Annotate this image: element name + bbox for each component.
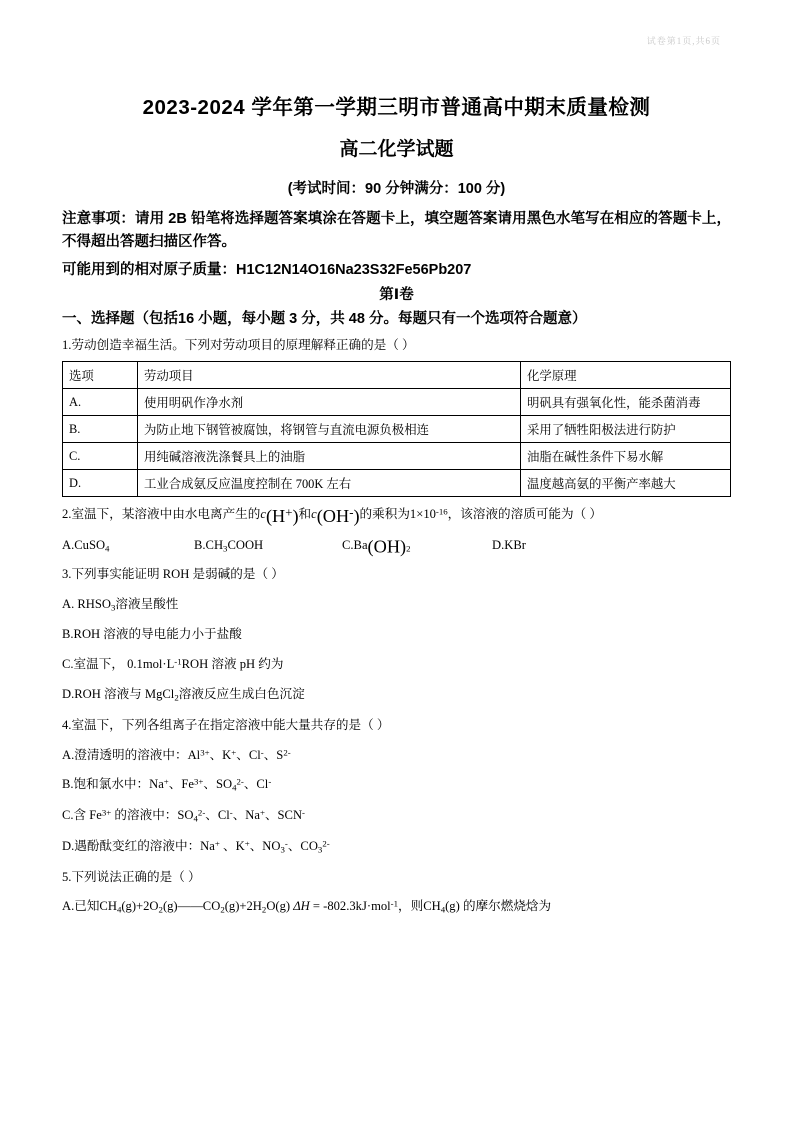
- q2-option-b: $B.CH_3COOH$: [194, 538, 264, 554]
- question-1-stem: 1.劳动创造幸福生活。下列对劳动项目的原理解释正确的是（ ）: [62, 338, 415, 353]
- q2-option-d: D.KBr: [492, 538, 526, 553]
- q3-option-a: A. $RHSO_3$溶液呈酸性: [62, 596, 179, 612]
- question-3-stem: 3.下列事实能证明 ROH 是弱碱的是（ ）: [62, 566, 284, 581]
- table-row: [63, 389, 731, 416]
- page-corner-mark: 试卷第1页,共6页: [646, 36, 721, 46]
- q2-and: 和: [298, 507, 312, 522]
- q2-text-part3: ，该溶液的溶质可能为（ ）: [447, 507, 602, 522]
- q4-option-c: C.含 $Fe^{3+}$ 的溶液中：$SO_4^{2-}$、Cl-、Na+、SCN-: [62, 807, 305, 824]
- q4-option-d: D.遇酚酞变红的溶液中：Na+ 、K+、$NO_3^-$、$CO_3^{2-}$: [62, 838, 330, 855]
- q5-option-a: A.已知$CH_4(g)+2O_2(g)——CO_2(g)+2H_2O(g) \Delta H = -802.3kJ\cdot mol^{-1}$，则$CH_4(g)$ 的摩尔燃烧焓为: [62, 898, 552, 915]
- q2-ion-2: (OH-): [316, 505, 360, 526]
- table-row: [63, 416, 731, 443]
- question-2-options: [62, 536, 731, 557]
- atomic-mass-line: 可能用到的相对原子质量：H1C12N14O16Na23S32Fe56Pb207: [62, 262, 472, 279]
- section-heading-choice: 一、选择题（包括16 小题，每小题 3 分，共 48 分。每题只有一个选项符合题意）: [62, 311, 587, 328]
- question-4-stem: 4.室温下，下列各组离子在指定溶液中能大量共存的是（ ）: [62, 717, 390, 732]
- table-header-item: 劳动项目: [138, 362, 521, 389]
- table-row: [63, 443, 731, 470]
- page-subtitle: 高二化学试题: [339, 139, 454, 160]
- exam-info: (考试时间：90 分钟满分：100 分): [287, 181, 506, 197]
- exam-notice: 注意事项：请用 2B 铅笔将选择题答案填涂在答题卡上，填空题答案请用黑色水笔写在相应的答题卡上，不得超出答题扫描区作答。: [62, 211, 731, 251]
- row-c-item: 用纯碱溶液洗涤餐具上的油脂: [138, 443, 521, 470]
- row-d-option: D.: [63, 470, 138, 497]
- q3-option-d: D.ROH 溶液与 MgCl$_2$溶液反应生成白色沉淀: [62, 686, 305, 703]
- row-b-option: B.: [63, 416, 138, 443]
- table-header-row: [63, 362, 731, 389]
- row-a-item: 使用明矾作净水剂: [138, 389, 521, 416]
- page-title: 2023-2024 学年第一学期三明市普通高中期末质量检测: [142, 96, 651, 119]
- question-5-stem: 5.下列说法正确的是（ ）: [62, 869, 201, 884]
- q2-exponent: -16: [435, 506, 448, 517]
- table-header-principle: 化学原理: [521, 362, 731, 389]
- q2-text-part1: 2.室温下，某溶液中由水电离产生的: [62, 507, 261, 522]
- paper-part-heading: 第Ⅰ卷: [379, 287, 414, 304]
- row-a-option: A.: [63, 389, 138, 416]
- row-a-principle: 明矾具有强氧化性，能杀菌消毒: [521, 389, 731, 416]
- row-c-option: C.: [63, 443, 138, 470]
- q3-option-b: B.ROH 溶液的导电能力小于盐酸: [62, 627, 242, 642]
- q2-c-symbol-1: c: [260, 507, 266, 522]
- q3-option-c: C.室温下， $0.1mol\cdot L^{-1}ROH$ 溶液 pH 约为: [62, 656, 284, 672]
- row-d-item: 工业合成氨反应温度控制在 700K 左右: [138, 470, 521, 497]
- row-b-item: 为防止地下钢管被腐蚀，将钢管与直流电源负极相连: [138, 416, 521, 443]
- row-b-principle: 采用了牺牲阳极法进行防护: [521, 416, 731, 443]
- q2-option-a: A.CuSO$_4$: [62, 538, 110, 554]
- q2-text-part2: 的乘积为1×10: [359, 507, 436, 522]
- q2-ion-1: (H+): [265, 505, 299, 526]
- question-2-stem: [62, 505, 731, 524]
- q2-c-symbol-2: c: [311, 507, 317, 522]
- table-row: [63, 470, 731, 497]
- q4-option-a: A.澄清透明的溶液中：$Al^{3+}$、K+、Cl-、$S^{2-}$: [62, 746, 291, 762]
- question-1-table: [62, 361, 731, 497]
- table-header-option: 选项: [63, 362, 138, 389]
- row-c-principle: 油脂在碱性条件下易水解: [521, 443, 731, 470]
- row-d-principle: 温度越高氨的平衡产率越大: [521, 470, 731, 497]
- q2-option-c: $C.Ba(OH)_2$: [342, 536, 411, 557]
- q4-option-b: B.饱和氯水中：Na+、$Fe^{3+}$、$SO_4^{2-}$、Cl-: [62, 776, 272, 793]
